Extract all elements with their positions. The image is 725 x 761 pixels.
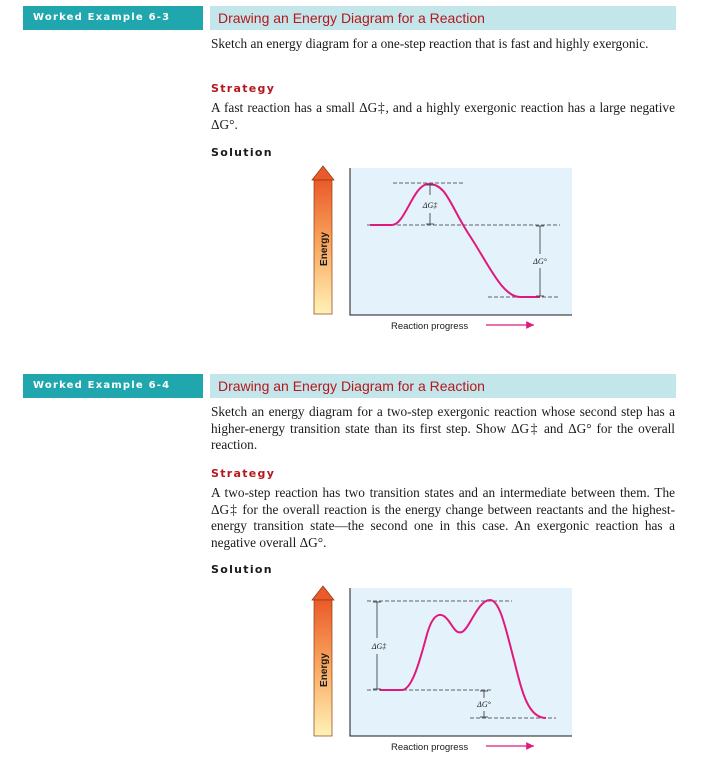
reaction-progress-label: Reaction progress	[391, 321, 469, 332]
activation-energy-label: ΔG‡	[371, 642, 387, 651]
reaction-progress-label: Reaction progress	[391, 742, 469, 753]
problem-text: Sketch an energy diagram for a one-step reaction that is fast and highly exergonic.	[211, 36, 649, 51]
solution-heading: Solution	[211, 563, 273, 576]
example-title: Drawing an Energy Diagram for a Reaction	[210, 374, 676, 398]
energy-axis-label: Energy	[319, 232, 330, 266]
strategy-heading: Strategy	[211, 82, 276, 95]
example-label: Worked Example 6-4	[23, 374, 203, 398]
free-energy-label: ΔG°	[533, 257, 547, 266]
plot-area	[350, 588, 572, 736]
example-label: Worked Example 6-3	[23, 6, 203, 30]
free-energy-label: ΔG°	[477, 700, 491, 709]
strategy-text: A two-step reaction has two transition states and an intermediate between them. The ΔG‡ for the overall reaction is the energy change between reactants and the highest-energy transition state—the second one in this case. An exergonic reaction has a negative overall ΔG°.	[211, 485, 675, 550]
example-title: Drawing an Energy Diagram for a Reaction	[210, 6, 676, 30]
energy-axis-label: Energy	[319, 653, 330, 687]
problem-text: Sketch an energy diagram for a two-step exergonic reaction whose second step has a higher-energy transition state than its first step. Show ΔG‡ and ΔG° for the overall reaction.	[211, 404, 675, 452]
activation-energy-label: ΔG‡	[422, 201, 438, 210]
strategy-text: A fast reaction has a small ΔG‡, and a highly exergonic reaction has a large negative ΔG°.	[211, 100, 675, 132]
strategy-heading: Strategy	[211, 467, 276, 480]
solution-heading: Solution	[211, 146, 273, 159]
